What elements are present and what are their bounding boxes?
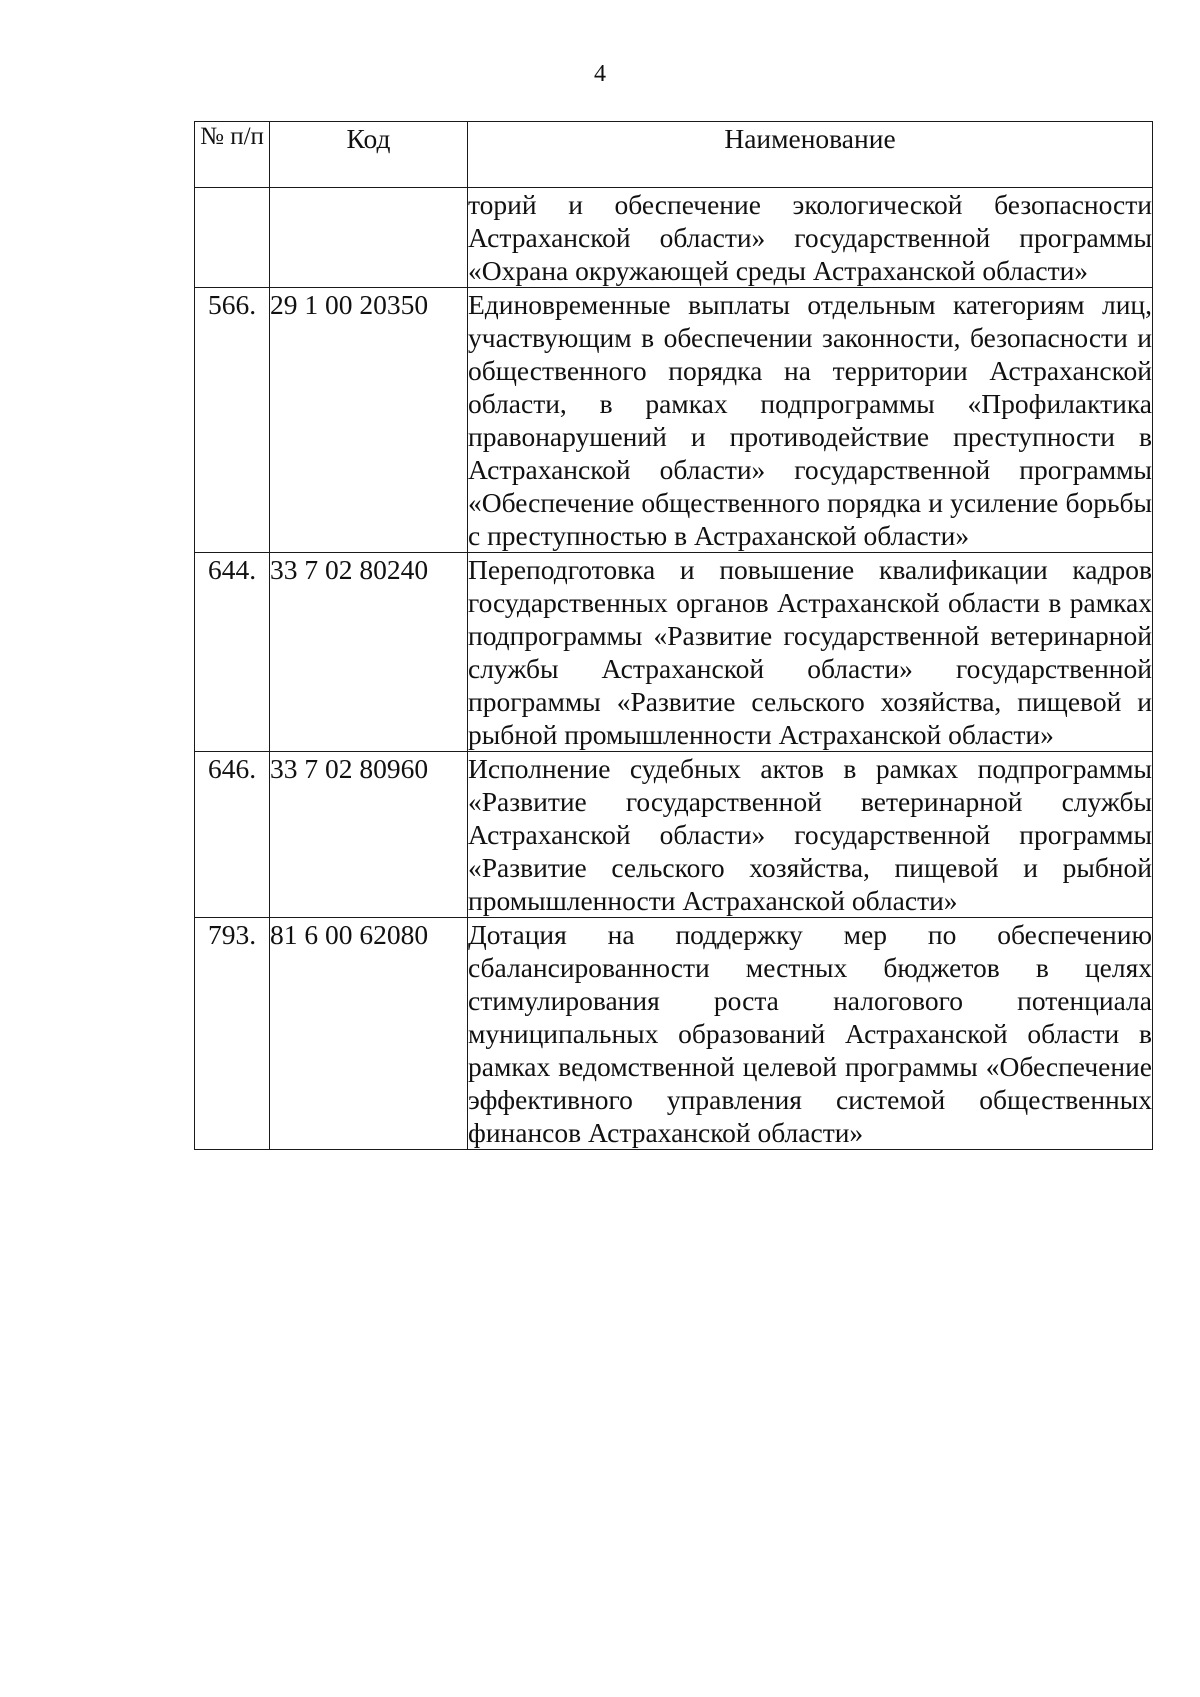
row-number: 793. <box>195 918 270 1150</box>
row-number: 566. <box>195 288 270 553</box>
table-row <box>195 288 1153 553</box>
table-header-row <box>195 122 1153 188</box>
row-code: 81 6 00 62080 <box>270 918 468 1150</box>
row-number: 646. <box>195 752 270 918</box>
row-name: торий и обеспечение экологической безопасности Астраханской области» государственной программы «Охрана окружающей среды Астраханской области» <box>468 189 1152 286</box>
row-name: Исполнение судебных актов в рамках подпрограммы «Развитие государственной ветеринарной службы Астраханской области» государственной программы «Развитие сельского хозяйства, пищевой и рыбной промышленности Астраханской области» <box>468 753 1152 916</box>
row-code: 29 1 00 20350 <box>270 288 468 553</box>
header-name: Наименование <box>468 122 1153 188</box>
classification-table <box>194 121 1153 1150</box>
row-number: 644. <box>195 553 270 752</box>
page-number: 4 <box>594 61 606 87</box>
row-code: 33 7 02 80960 <box>270 752 468 918</box>
table-row <box>195 918 1153 1150</box>
row-name: Дотация на поддержку мер по обеспечению сбалансированности местных бюджетов в целях стимулирования роста налогового потенциала муниципальных образований Астраханской области в рамках ведомственной целевой программы «Обеспечение эффективного управления системой общественных финансов Астраханской области» <box>468 919 1152 1148</box>
row-name: Переподготовка и повышение квалификации кадров государственных органов Астраханской области в рамках подпрограммы «Развитие государственной ветеринарной службы Астраханской области» государственной программы «Развитие сельского хозяйства, пищевой и рыбной промышленности Астраханской области» <box>468 554 1152 750</box>
table-row <box>195 752 1153 918</box>
row-code <box>270 188 468 288</box>
header-code: Код <box>270 122 468 188</box>
header-number: № п/п <box>195 122 270 188</box>
row-number <box>195 188 270 288</box>
table-row <box>195 188 1153 288</box>
row-name: Единовременные выплаты отдельным категориям лиц, участвующим в обеспечении законности, безопасности и общественного порядка на территории Астраханской области, в рамках подпрограммы «Профилактика правонарушений и противодействие преступности в Астраханской области» государственной программы «Обеспечение общественного порядка и усиление борьбы с преступностью в Астраханской области» <box>468 289 1152 551</box>
table-row <box>195 553 1153 752</box>
row-code: 33 7 02 80240 <box>270 553 468 752</box>
